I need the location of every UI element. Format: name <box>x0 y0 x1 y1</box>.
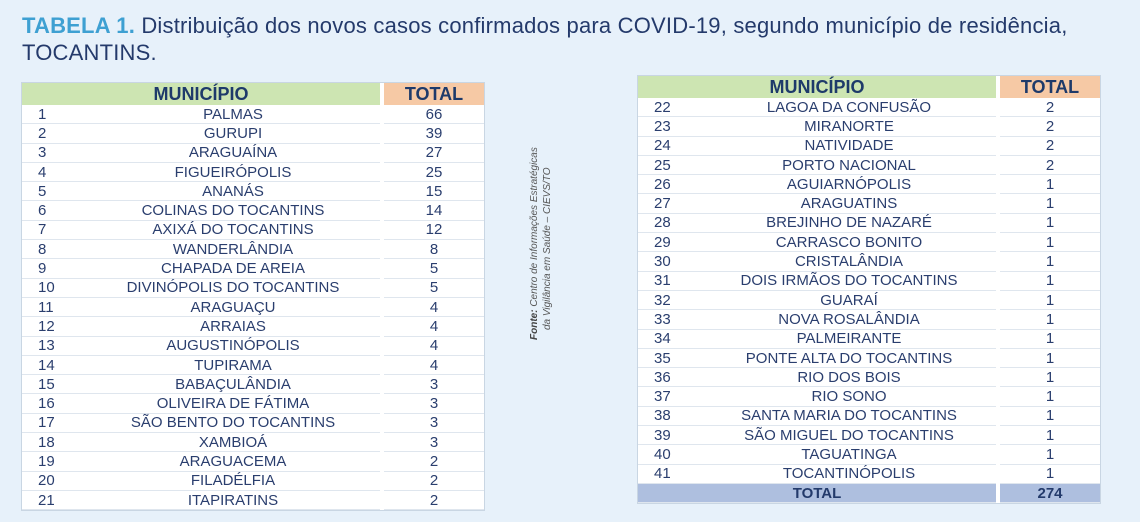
municipio-cell: GURUPI <box>86 124 382 143</box>
table-row <box>22 182 484 201</box>
row-number: 2 <box>22 124 86 143</box>
municipio-cell: RIO DOS BOIS <box>702 368 998 387</box>
table-row <box>22 394 484 413</box>
municipio-cell: PALMEIRANTE <box>702 329 998 348</box>
source-label: Fonte: <box>529 309 540 340</box>
municipio-cell: ARRAIAS <box>86 317 382 336</box>
total-cell: 25 <box>382 162 484 181</box>
municipio-cell: BREJINHO DE NAZARÉ <box>702 213 998 232</box>
total-cell: 1 <box>998 387 1100 406</box>
table-row <box>22 375 484 394</box>
municipio-cell: SÃO MIGUEL DO TOCANTINS <box>702 426 998 445</box>
total-cell: 1 <box>998 406 1100 425</box>
row-number: 36 <box>638 368 702 387</box>
municipio-cell: AUGUSTINÓPOLIS <box>86 336 382 355</box>
table-row <box>22 259 484 278</box>
total-cell: 2 <box>998 98 1100 117</box>
municipio-cell: ARAGUAÍNA <box>86 143 382 162</box>
total-label: TOTAL <box>638 483 998 502</box>
table-row <box>638 406 1100 425</box>
row-number: 27 <box>638 194 702 213</box>
header-row <box>22 83 484 105</box>
table-row <box>22 220 484 239</box>
total-cell: 1 <box>998 348 1100 367</box>
table-row <box>638 155 1100 174</box>
row-number: 10 <box>22 278 86 297</box>
total-cell: 4 <box>382 355 484 374</box>
total-cell: 1 <box>998 233 1100 252</box>
total-cell: 2 <box>998 136 1100 155</box>
total-cell: 1 <box>998 368 1100 387</box>
municipio-cell: PALMAS <box>86 105 382 124</box>
table-row <box>22 201 484 220</box>
total-cell: 1 <box>998 194 1100 213</box>
municipio-cell: OLIVEIRA DE FÁTIMA <box>86 394 382 413</box>
total-cell: 14 <box>382 201 484 220</box>
table-row <box>22 143 484 162</box>
municipio-cell: NATIVIDADE <box>702 136 998 155</box>
total-cell: 1 <box>998 271 1100 290</box>
row-number: 3 <box>22 143 86 162</box>
table-row <box>22 490 484 509</box>
row-number: 40 <box>638 445 702 464</box>
total-cell: 2 <box>998 155 1100 174</box>
row-number: 1 <box>22 105 86 124</box>
row-number: 34 <box>638 329 702 348</box>
total-cell: 2 <box>998 117 1100 136</box>
table-row <box>22 278 484 297</box>
municipio-cell: XAMBIOÁ <box>86 433 382 452</box>
table-row <box>22 105 484 124</box>
source-note <box>528 147 554 340</box>
row-number: 21 <box>22 490 86 509</box>
row-number: 19 <box>22 452 86 471</box>
table-row <box>638 117 1100 136</box>
row-number: 9 <box>22 259 86 278</box>
municipio-cell: ARAGUATINS <box>702 194 998 213</box>
municipio-cell: PONTE ALTA DO TOCANTINS <box>702 348 998 367</box>
row-number: 24 <box>638 136 702 155</box>
municipio-cell: CHAPADA DE AREIA <box>86 259 382 278</box>
table-row <box>638 175 1100 194</box>
municipio-cell: CRISTALÂNDIA <box>702 252 998 271</box>
row-number: 29 <box>638 233 702 252</box>
total-cell: 1 <box>998 426 1100 445</box>
municipio-cell: WANDERLÂNDIA <box>86 240 382 259</box>
total-cell: 2 <box>382 471 484 490</box>
row-number: 41 <box>638 464 702 483</box>
table-row <box>638 233 1100 252</box>
total-cell: 3 <box>382 413 484 432</box>
municipio-cell: COLINAS DO TOCANTINS <box>86 201 382 220</box>
total-cell: 1 <box>998 329 1100 348</box>
row-number: 30 <box>638 252 702 271</box>
total-cell: 1 <box>998 213 1100 232</box>
header-total: TOTAL <box>382 83 484 105</box>
source-line1: Centro de Informações Estratégicas <box>529 147 540 310</box>
table-row <box>638 387 1100 406</box>
municipio-cell: TOCANTINÓPOLIS <box>702 464 998 483</box>
row-number: 31 <box>638 271 702 290</box>
municipio-cell: GUARAÍ <box>702 290 998 309</box>
row-number: 32 <box>638 290 702 309</box>
municipio-cell: PORTO NACIONAL <box>702 155 998 174</box>
municipio-cell: AXIXÁ DO TOCANTINS <box>86 220 382 239</box>
municipio-cell: FIGUEIRÓPOLIS <box>86 162 382 181</box>
row-number: 4 <box>22 162 86 181</box>
cases-table-right <box>638 76 1100 503</box>
table-row <box>22 124 484 143</box>
municipio-cell: SANTA MARIA DO TOCANTINS <box>702 406 998 425</box>
table-row <box>638 194 1100 213</box>
row-number: 37 <box>638 387 702 406</box>
total-cell: 2 <box>382 490 484 509</box>
table-row <box>22 336 484 355</box>
table-row <box>22 413 484 432</box>
municipio-cell: DOIS IRMÃOS DO TOCANTINS <box>702 271 998 290</box>
total-cell: 1 <box>998 290 1100 309</box>
row-number: 23 <box>638 117 702 136</box>
row-number: 28 <box>638 213 702 232</box>
total-cell: 39 <box>382 124 484 143</box>
table-title <box>22 12 1112 66</box>
municipio-cell: CARRASCO BONITO <box>702 233 998 252</box>
table-row <box>638 426 1100 445</box>
row-number: 35 <box>638 348 702 367</box>
table-label: TABELA 1. <box>22 13 136 38</box>
municipio-cell: ARAGUAÇU <box>86 297 382 316</box>
row-number: 18 <box>22 433 86 452</box>
total-cell: 15 <box>382 182 484 201</box>
municipio-cell: BABAÇULÂNDIA <box>86 375 382 394</box>
municipio-cell: ANANÁS <box>86 182 382 201</box>
total-cell: 4 <box>382 336 484 355</box>
row-number: 15 <box>22 375 86 394</box>
table-row <box>22 240 484 259</box>
table-row <box>638 464 1100 483</box>
row-number: 39 <box>638 426 702 445</box>
header-total: TOTAL <box>998 76 1100 98</box>
municipio-cell: FILADÉLFIA <box>86 471 382 490</box>
total-cell: 1 <box>998 310 1100 329</box>
municipio-cell: RIO SONO <box>702 387 998 406</box>
table-row <box>638 290 1100 309</box>
row-number: 8 <box>22 240 86 259</box>
total-cell: 2 <box>382 452 484 471</box>
total-cell: 1 <box>998 464 1100 483</box>
row-number: 7 <box>22 220 86 239</box>
table-body-right <box>638 98 1100 503</box>
municipio-cell: ITAPIRATINS <box>86 490 382 509</box>
cases-table-left <box>22 83 484 510</box>
table-row <box>22 162 484 181</box>
total-cell: 4 <box>382 317 484 336</box>
total-cell: 3 <box>382 394 484 413</box>
table-row <box>22 471 484 490</box>
total-cell: 1 <box>998 445 1100 464</box>
header-municipio: MUNICÍPIO <box>22 83 382 105</box>
row-number: 16 <box>22 394 86 413</box>
table-row <box>22 433 484 452</box>
total-cell: 12 <box>382 220 484 239</box>
row-number: 22 <box>638 98 702 117</box>
table-row <box>22 355 484 374</box>
row-number: 20 <box>22 471 86 490</box>
municipio-cell: NOVA ROSALÂNDIA <box>702 310 998 329</box>
total-row <box>638 483 1100 502</box>
row-number: 5 <box>22 182 86 201</box>
table-row <box>638 136 1100 155</box>
table-row <box>638 213 1100 232</box>
source-line2: da Vigilância em Saúde – CIEVS/TO <box>542 167 553 330</box>
row-number: 14 <box>22 355 86 374</box>
table-body-left <box>22 105 484 510</box>
table-row <box>22 317 484 336</box>
table-row <box>638 329 1100 348</box>
row-number: 11 <box>22 297 86 316</box>
total-value: 274 <box>998 483 1100 502</box>
table-row <box>638 310 1100 329</box>
table-row <box>638 445 1100 464</box>
row-number: 38 <box>638 406 702 425</box>
table-row <box>22 297 484 316</box>
header-row <box>638 76 1100 98</box>
total-cell: 1 <box>998 252 1100 271</box>
municipio-cell: AGUIARNÓPOLIS <box>702 175 998 194</box>
row-number: 12 <box>22 317 86 336</box>
total-cell: 1 <box>998 175 1100 194</box>
row-number: 17 <box>22 413 86 432</box>
municipio-cell: TUPIRAMA <box>86 355 382 374</box>
municipio-cell: MIRANORTE <box>702 117 998 136</box>
table-row <box>638 271 1100 290</box>
municipio-cell: DIVINÓPOLIS DO TOCANTINS <box>86 278 382 297</box>
table-row <box>638 252 1100 271</box>
table-row <box>22 452 484 471</box>
total-cell: 4 <box>382 297 484 316</box>
total-cell: 8 <box>382 240 484 259</box>
row-number: 13 <box>22 336 86 355</box>
municipio-cell: SÃO BENTO DO TOCANTINS <box>86 413 382 432</box>
total-cell: 3 <box>382 433 484 452</box>
municipio-cell: LAGOA DA CONFUSÃO <box>702 98 998 117</box>
row-number: 25 <box>638 155 702 174</box>
municipio-cell: ARAGUACEMA <box>86 452 382 471</box>
row-number: 26 <box>638 175 702 194</box>
total-cell: 5 <box>382 278 484 297</box>
total-cell: 66 <box>382 105 484 124</box>
total-cell: 27 <box>382 143 484 162</box>
title-text: Distribuição dos novos casos confirmados para COVID-19, segundo município de residência, TOCANTINS. <box>22 13 1068 65</box>
total-cell: 3 <box>382 375 484 394</box>
row-number: 33 <box>638 310 702 329</box>
header-municipio: MUNICÍPIO <box>638 76 998 98</box>
table-row <box>638 98 1100 117</box>
total-cell: 5 <box>382 259 484 278</box>
table-row <box>638 348 1100 367</box>
municipio-cell: TAGUATINGA <box>702 445 998 464</box>
row-number: 6 <box>22 201 86 220</box>
table-row <box>638 368 1100 387</box>
